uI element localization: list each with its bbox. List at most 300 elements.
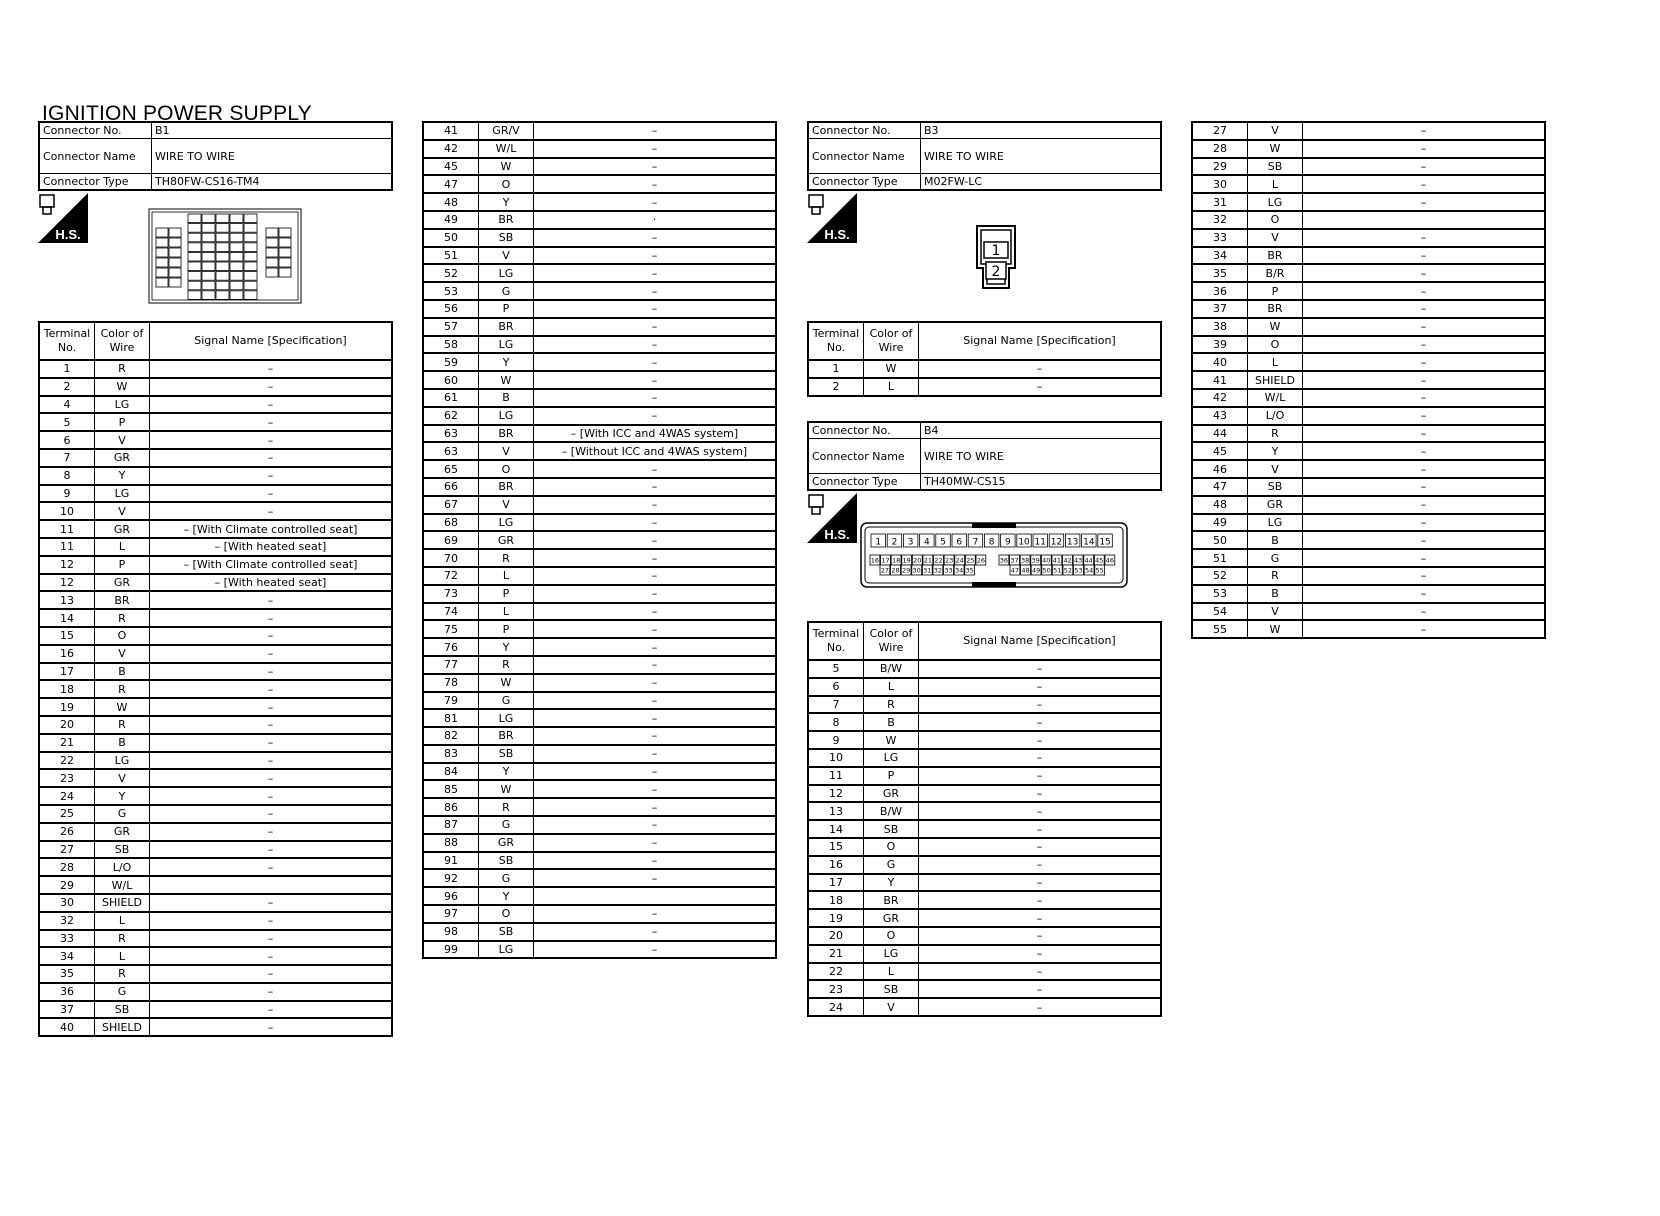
table-row [39, 823, 392, 841]
signal-name-cell: – [534, 941, 777, 959]
table-row [808, 785, 1161, 803]
connector-pin-label: 23 [944, 556, 954, 565]
connector-pin-label: 11 [1034, 537, 1046, 548]
connector-pin-label: 28 [891, 566, 900, 575]
terminal-no-cell: 66 [423, 478, 479, 496]
wire-color-cell: P [95, 556, 150, 574]
wire-color-cell: P [864, 767, 919, 785]
table-row [423, 193, 776, 211]
table-row [423, 282, 776, 300]
terminal-no-cell: 15 [39, 627, 95, 645]
wire-color-cell: V [479, 247, 534, 265]
connector-pin [202, 252, 215, 261]
terminal-no-cell: 21 [39, 734, 95, 752]
terminal-no-cell: 42 [1192, 389, 1248, 407]
terminal-no-cell: 50 [1192, 531, 1248, 549]
page-title: IGNITION POWER SUPPLY [42, 102, 312, 125]
signal-name-cell: – [1303, 247, 1546, 265]
wire-color-cell: L [95, 538, 150, 556]
connector-pin-label: 19 [902, 556, 911, 565]
terminal-no-cell: 7 [39, 449, 95, 467]
signal-name-cell: – [150, 912, 393, 930]
signal-name-header: Signal Name [Specification] [919, 622, 1162, 660]
connector-pin [188, 262, 201, 271]
wire-color-cell: W [479, 780, 534, 798]
signal-name-cell: – [1303, 282, 1546, 300]
signal-name-cell: – [534, 193, 777, 211]
terminal-no-cell: 54 [1192, 603, 1248, 621]
table-row [423, 496, 776, 514]
signal-name-cell: – [1303, 585, 1546, 603]
terminal-no-cell: 10 [39, 502, 95, 520]
wire-color-cell: R [479, 549, 534, 567]
terminal-no-cell: 53 [423, 282, 479, 300]
connector-pin-label: 46 [1105, 556, 1115, 565]
terminal-no-cell: 2 [39, 378, 95, 396]
signal-name-cell: – [919, 820, 1162, 838]
connector-pin-label: 31 [923, 566, 932, 575]
signal-name-cell: – [919, 731, 1162, 749]
connector-pin [244, 262, 257, 271]
wire-color-cell: SB [479, 229, 534, 247]
connector-pin [188, 272, 201, 281]
terminal-no-cell: 51 [423, 247, 479, 265]
terminal-no-cell: 2 [808, 378, 864, 396]
terminal-no-cell: 96 [423, 887, 479, 905]
wire-color-cell: SHIELD [95, 1018, 150, 1036]
harness-side-icon [38, 193, 88, 243]
signal-name-cell: – [150, 752, 393, 770]
signal-name-cell: – [534, 282, 777, 300]
wire-color-cell: G [479, 869, 534, 887]
connector-pin [169, 278, 181, 287]
wire-color-cell: Y [95, 467, 150, 485]
table-row [1192, 514, 1545, 532]
connector-pin [244, 272, 257, 281]
connector-pin-label: 14 [1083, 537, 1095, 548]
wire-color-cell: W [479, 371, 534, 389]
connector-pin-label: 13 [1066, 537, 1079, 548]
table-row [808, 998, 1161, 1016]
terminal-no-header: Terminal No. [808, 322, 864, 360]
connector-pin-label: 25 [966, 556, 975, 565]
terminal-no-cell: 51 [1192, 549, 1248, 567]
terminal-no-cell: 55 [1192, 620, 1248, 638]
wire-color-cell: W [1248, 620, 1303, 638]
table-row [39, 787, 392, 805]
table-row [808, 838, 1161, 856]
signal-name-cell: – [150, 485, 393, 503]
table-row [39, 876, 392, 894]
terminal-no-cell: 60 [423, 371, 479, 389]
connector-pin [188, 224, 201, 233]
hs-label: H.S. [55, 227, 81, 242]
table-row [39, 538, 392, 556]
connector-pin [244, 233, 257, 242]
terminal-no-cell: 10 [808, 749, 864, 767]
signal-name-cell: – [919, 856, 1162, 874]
signal-name-cell: – [534, 549, 777, 567]
terminal-table-b1-part2 [422, 121, 777, 959]
connector-info-b1 [38, 121, 393, 191]
connector-pin [244, 281, 257, 290]
signal-name-cell: – [534, 460, 777, 478]
connector-pin [156, 248, 168, 257]
terminal-table-b1-part1 [38, 321, 393, 1037]
connector-pin [266, 258, 278, 267]
signal-name-cell [150, 876, 393, 894]
connector-pin [169, 268, 181, 277]
terminal-no-cell: 30 [39, 894, 95, 912]
connector-name-label: Connector Name [808, 139, 921, 174]
terminal-no-cell: 69 [423, 531, 479, 549]
table-row [808, 909, 1161, 927]
connector-pin [188, 233, 201, 242]
table-row [1192, 122, 1545, 140]
signal-name-cell: – [1303, 140, 1546, 158]
wire-color-cell: V [1248, 460, 1303, 478]
signal-name-cell: – [1303, 620, 1546, 638]
connector-type-value: TH40MW-CS15 [921, 474, 1162, 491]
wire-color-cell: LG [864, 945, 919, 963]
wire-color-cell: SB [1248, 158, 1303, 176]
table-row [808, 378, 1161, 396]
connector-info-b4 [807, 421, 1162, 491]
terminal-no-cell: 15 [808, 838, 864, 856]
connector-pin-label: 15 [1099, 537, 1111, 548]
connector-name-label: Connector Name [808, 439, 921, 474]
signal-name-cell: – [With ICC and 4WAS system] [534, 425, 777, 443]
terminal-no-cell: 14 [808, 820, 864, 838]
signal-name-cell: – [1303, 300, 1546, 318]
terminal-no-cell: 16 [39, 645, 95, 663]
terminal-no-cell: 84 [423, 763, 479, 781]
table-row [808, 713, 1161, 731]
signal-name-cell: – [534, 567, 777, 585]
table-row [1192, 620, 1545, 638]
table-row [423, 585, 776, 603]
signal-name-cell: – [1303, 193, 1546, 211]
table-row [423, 745, 776, 763]
table-row [39, 449, 392, 467]
table-row [39, 556, 392, 574]
table-row [808, 820, 1161, 838]
wire-color-cell: G [479, 816, 534, 834]
wire-color-cell: R [1248, 567, 1303, 585]
connector-pin [279, 248, 291, 257]
wire-color-cell: O [1248, 336, 1303, 354]
terminal-no-cell: 31 [1192, 193, 1248, 211]
wire-color-cell: LG [864, 749, 919, 767]
wire-color-cell: L/O [1248, 407, 1303, 425]
terminal-no-cell: 52 [1192, 567, 1248, 585]
terminal-no-cell: 1 [39, 360, 95, 378]
wire-color-cell: W/L [95, 876, 150, 894]
table-row [39, 841, 392, 859]
signal-name-cell: – [919, 802, 1162, 820]
signal-name-cell: – [534, 852, 777, 870]
wire-color-cell: Y [479, 193, 534, 211]
wire-color-cell: O [95, 627, 150, 645]
signal-name-cell: – [1303, 514, 1546, 532]
wire-color-cell: L [864, 963, 919, 981]
wire-color-cell: R [479, 798, 534, 816]
signal-name-cell: – [534, 140, 777, 158]
terminal-no-cell: 12 [39, 574, 95, 592]
connector-pin [216, 243, 229, 252]
connector-pin [266, 268, 278, 277]
connector-pin-label: 6 [956, 537, 963, 548]
wire-color-cell: Y [479, 887, 534, 905]
wire-color-cell: L [479, 603, 534, 621]
table-row [423, 620, 776, 638]
signal-name-cell: – [150, 698, 393, 716]
wire-color-cell: B [95, 734, 150, 752]
terminal-no-cell: 62 [423, 407, 479, 425]
connector-pin-label: 33 [944, 566, 953, 575]
wire-color-cell: B [479, 389, 534, 407]
wire-color-cell: V [95, 769, 150, 787]
signal-name-cell: – [534, 905, 777, 923]
table-row [423, 514, 776, 532]
wire-color-cell: LG [479, 264, 534, 282]
table-row [39, 1018, 392, 1036]
table-row [423, 709, 776, 727]
signal-name-cell: – [1303, 567, 1546, 585]
table-row [423, 407, 776, 425]
terminal-no-cell: 18 [808, 891, 864, 909]
signal-name-cell: – [919, 785, 1162, 803]
wire-color-cell: O [479, 905, 534, 923]
connector-pin [216, 262, 229, 271]
terminal-no-cell: 20 [39, 716, 95, 734]
terminal-table-b3 [807, 321, 1162, 397]
terminal-no-cell: 53 [1192, 585, 1248, 603]
connector-pin-label: 36 [999, 556, 1009, 565]
wire-color-cell: G [1248, 549, 1303, 567]
signal-name-cell: – [1303, 425, 1546, 443]
signal-name-cell: – [1303, 603, 1546, 621]
wire-color-cell: GR [1248, 496, 1303, 514]
terminal-no-cell: 97 [423, 905, 479, 923]
table-row [39, 467, 392, 485]
signal-name-cell: – [1303, 460, 1546, 478]
table-row [423, 425, 776, 443]
wire-color-cell: W [479, 158, 534, 176]
connector-pin [230, 224, 243, 233]
signal-name-cell: – [534, 923, 777, 941]
terminal-no-cell: 33 [1192, 229, 1248, 247]
signal-name-cell: – [150, 413, 393, 431]
wire-color-cell: R [95, 680, 150, 698]
wire-color-cell: P [1248, 282, 1303, 300]
signal-name-cell: – [534, 603, 777, 621]
signal-name-cell: – [1303, 371, 1546, 389]
connector-pin-label: 29 [901, 566, 911, 575]
terminal-no-cell: 16 [808, 856, 864, 874]
table-row [423, 229, 776, 247]
table-row [808, 980, 1161, 998]
table-row [808, 696, 1161, 714]
terminal-no-cell: 58 [423, 336, 479, 354]
connector-pin [156, 278, 168, 287]
table-row [1192, 247, 1545, 265]
table-row [423, 158, 776, 176]
signal-name-cell: – [1303, 353, 1546, 371]
connector-pin [230, 281, 243, 290]
signal-name-cell [534, 887, 777, 905]
terminal-no-header: Terminal No. [39, 322, 95, 360]
table-row [808, 802, 1161, 820]
wire-color-cell: V [479, 496, 534, 514]
table-row [423, 727, 776, 745]
table-row [39, 983, 392, 1001]
wire-color-cell: L [1248, 353, 1303, 371]
wire-color-cell: SB [479, 745, 534, 763]
connector-pin [216, 252, 229, 261]
connector-pin [216, 224, 229, 233]
connector-pin-label: 32 [933, 566, 943, 575]
terminal-no-cell: 36 [1192, 282, 1248, 300]
terminal-no-cell: 41 [423, 122, 479, 140]
table-row [423, 674, 776, 692]
table-row [39, 627, 392, 645]
table-row [39, 645, 392, 663]
terminal-no-cell: 6 [39, 431, 95, 449]
connector-pin-label: 3 [907, 537, 914, 548]
table-row [1192, 371, 1545, 389]
table-row [423, 869, 776, 887]
connector-pin-label: 51 [1053, 566, 1062, 575]
terminal-no-cell: 8 [39, 467, 95, 485]
terminal-no-cell: 85 [423, 780, 479, 798]
wire-color-cell: BR [479, 478, 534, 496]
connector-pin [202, 291, 215, 300]
terminal-no-cell: 45 [1192, 442, 1248, 460]
wire-color-cell: G [479, 692, 534, 710]
signal-name-cell: – [150, 894, 393, 912]
signal-name-cell: – [534, 175, 777, 193]
connector-pin [279, 268, 291, 277]
wire-color-cell: BR [1248, 300, 1303, 318]
connector-pin [266, 238, 278, 247]
connector-no-value: B1 [152, 122, 393, 139]
wire-color-cell: SB [864, 820, 919, 838]
terminal-no-cell: 19 [808, 909, 864, 927]
wire-color-cell: V [95, 431, 150, 449]
connector-pin-label: 42 [1063, 556, 1072, 565]
connector-pin-label: 43 [1073, 556, 1083, 565]
signal-name-cell: – [534, 389, 777, 407]
table-row [423, 211, 776, 229]
table-row [423, 905, 776, 923]
table-row [423, 353, 776, 371]
table-row [39, 360, 392, 378]
wire-color-cell: LG [95, 485, 150, 503]
terminal-no-cell: 61 [423, 389, 479, 407]
wire-color-cell: BR [479, 211, 534, 229]
wire-color-cell: Y [479, 763, 534, 781]
signal-name-cell: – [919, 378, 1162, 396]
terminal-no-cell: 30 [1192, 175, 1248, 193]
wire-color-cell: B [1248, 585, 1303, 603]
signal-name-cell: – [534, 531, 777, 549]
signal-name-header: Signal Name [Specification] [919, 322, 1162, 360]
wire-color-cell: G [95, 983, 150, 1001]
table-row [39, 609, 392, 627]
table-row [423, 638, 776, 656]
wire-color-cell: SB [95, 1001, 150, 1019]
terminal-no-cell: 24 [808, 998, 864, 1016]
signal-name-cell: – [1303, 175, 1546, 193]
table-row [1192, 175, 1545, 193]
terminal-no-cell: 83 [423, 745, 479, 763]
connector-pin [202, 281, 215, 290]
connector-b3-face [973, 224, 1019, 290]
signal-name-cell: – [534, 745, 777, 763]
signal-name-cell: – [150, 591, 393, 609]
wire-color-cell: Y [1248, 442, 1303, 460]
wire-color-cell: R [1248, 425, 1303, 443]
signal-name-cell: – [150, 680, 393, 698]
table-row [1192, 229, 1545, 247]
signal-name-cell: – [919, 891, 1162, 909]
connector-no-label: Connector No. [808, 122, 921, 139]
signal-name-cell: – [With heated seat] [150, 574, 393, 592]
terminal-no-cell: 23 [808, 980, 864, 998]
connector-pin-label: 41 [1052, 556, 1062, 565]
signal-name-cell: – [150, 858, 393, 876]
color-of-wire-header: Color of Wire [864, 622, 919, 660]
table-row [423, 798, 776, 816]
wire-color-cell: GR [95, 449, 150, 467]
wire-color-cell: LG [479, 336, 534, 354]
table-row [39, 734, 392, 752]
table-row [423, 549, 776, 567]
connector-pin [202, 243, 215, 252]
wire-color-cell: L/O [95, 858, 150, 876]
signal-name-cell: – [150, 947, 393, 965]
b3-pin-label: 2 [991, 264, 1001, 280]
wire-color-cell: V [95, 645, 150, 663]
signal-name-cell: – [919, 874, 1162, 892]
terminal-no-cell: 29 [1192, 158, 1248, 176]
connector-pin [230, 262, 243, 271]
signal-name-cell: – [150, 645, 393, 663]
table-row [423, 567, 776, 585]
table-row [1192, 585, 1545, 603]
terminal-no-cell: 24 [39, 787, 95, 805]
connector-pin [266, 248, 278, 257]
signal-name-cell: – [1303, 264, 1546, 282]
connector-pin [188, 243, 201, 252]
terminal-no-cell: 68 [423, 514, 479, 532]
signal-name-cell: – [150, 609, 393, 627]
table-row [1192, 389, 1545, 407]
connector-pin [202, 262, 215, 271]
signal-name-cell: – [1303, 442, 1546, 460]
table-row [423, 460, 776, 478]
connector-pin [244, 224, 257, 233]
terminal-no-cell: 7 [808, 696, 864, 714]
connector-pin-label: 1 [875, 537, 882, 548]
table-row [39, 769, 392, 787]
signal-name-cell: – [150, 965, 393, 983]
terminal-no-cell: 65 [423, 460, 479, 478]
signal-name-cell: – [1303, 318, 1546, 336]
wire-color-cell: L [864, 378, 919, 396]
table-row [808, 660, 1161, 678]
